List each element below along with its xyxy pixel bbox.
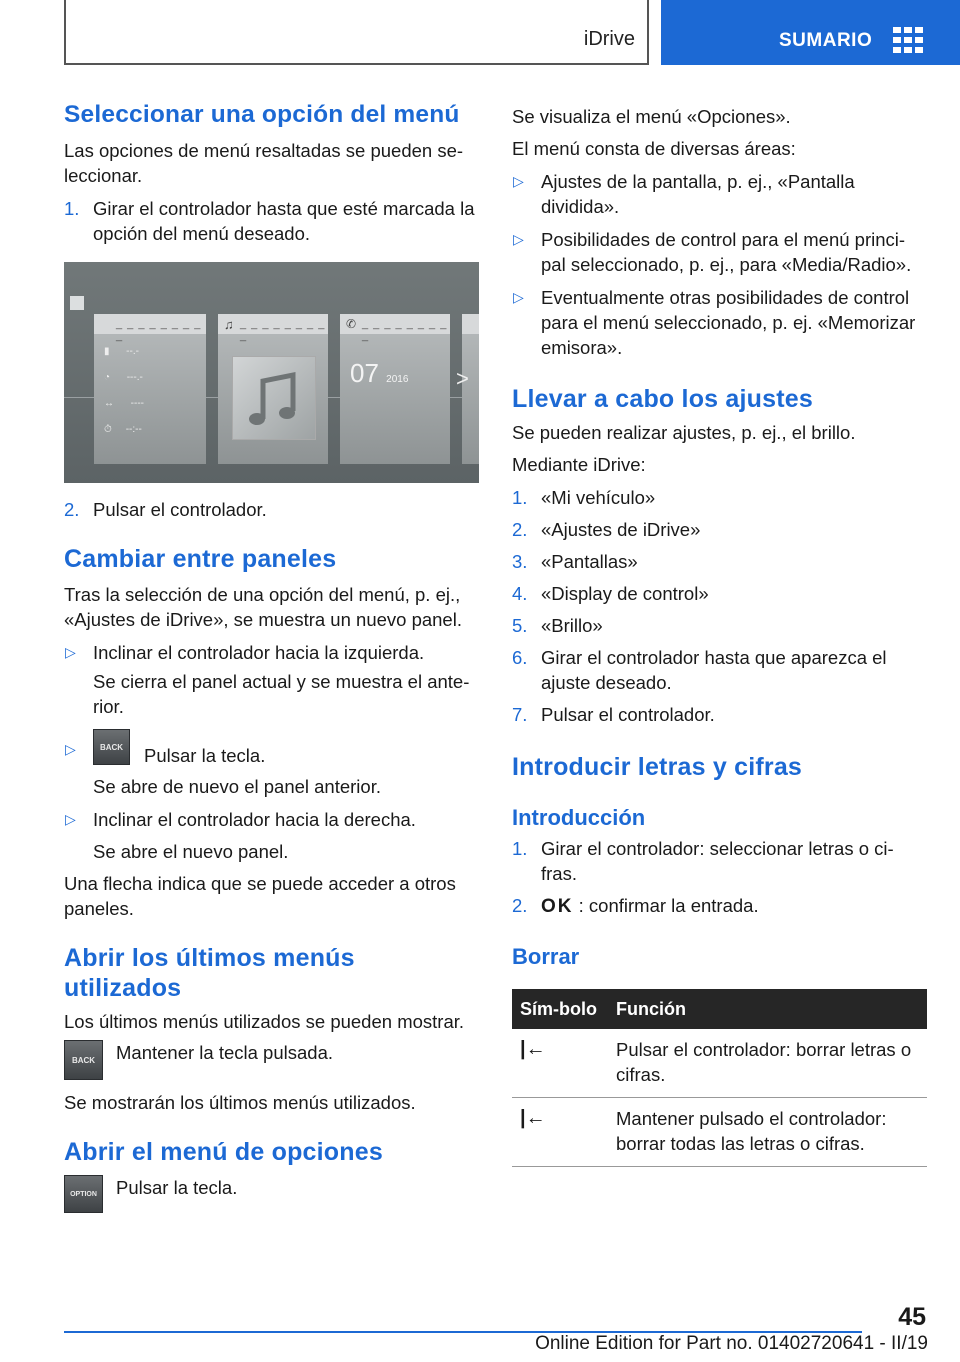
list-item: 7. Pulsar el controlador.	[512, 704, 715, 725]
table-row	[512, 1098, 927, 1167]
music-note-icon	[232, 356, 316, 440]
list-item: 6. Girar el controlador hasta que aparezca el ajuste deseado.	[512, 647, 887, 693]
subsection-title-delete: Borrar	[512, 944, 580, 969]
key-row: BACK Mantener la tecla pulsada.	[64, 1040, 479, 1080]
grid-icon	[893, 27, 923, 53]
chapter-title: iDrive	[583, 28, 635, 50]
list-item: 1. Girar el controlador: seleccionar letras o ci‐fras.	[512, 838, 894, 884]
step-text: Pulsar el controlador.	[93, 499, 267, 520]
section-title-options-menu: Abrir el menú de opciones	[64, 1138, 383, 1166]
ok-icon: OK	[541, 896, 574, 917]
subsection-title-intro: Introducción	[512, 805, 646, 830]
section-title-letters: Introducir letras y cifras	[512, 753, 803, 781]
footer-edition: Online Edition for Part no. 01402720641 - II/19	[535, 1333, 928, 1354]
paragraph: Una flecha indica que se puede acceder a otros paneles.	[64, 873, 456, 919]
list-item: 5. «Brillo»	[512, 615, 603, 636]
table-header-symbol: Sím‐bolo	[512, 989, 608, 1029]
table-cell: Pulsar el controlador: borrar letras o cifras.	[608, 1029, 927, 1098]
triangle-bullet-icon: ▷	[65, 741, 76, 757]
sumario-label: SUMARIO	[779, 30, 873, 51]
list-item: ▷ Inclinar el controlador hacia la izquierda.	[65, 642, 425, 663]
paragraph: Se visualiza el menú «Opciones».	[512, 106, 791, 127]
idrive-screen-image	[64, 262, 479, 483]
step-number: 2.	[64, 499, 80, 520]
triangle-bullet-icon: ▷	[513, 231, 524, 247]
paragraph: Se cierra el panel actual y se muestra el ante‐rior.	[93, 671, 470, 717]
panel-communication: ✆ _ _ _ _ _ _ _ _ _ 07 2016	[340, 314, 450, 464]
key-row: OPTION Pulsar la tecla.	[64, 1175, 479, 1213]
section-title-settings: Llevar a cabo los ajustes	[512, 385, 813, 413]
backspace-icon: |←	[512, 1029, 608, 1098]
table-cell: Mantener pulsado el controlador: borrar todas las letras o cifras.	[608, 1098, 927, 1167]
list-item: ▷ Inclinar el controlador hacia la derecha.	[65, 809, 416, 830]
list-item: ▷ Eventualmente otras posibilidades de control para el menú seleccionado, p. ej. «Memorizar emisora».	[513, 287, 916, 358]
triangle-bullet-icon: ▷	[65, 644, 76, 660]
list-item: 3. «Pantallas»	[512, 551, 638, 572]
table-header-function: Función	[608, 989, 927, 1029]
header-bar	[64, 0, 649, 65]
list-item: 1. «Mi vehículo»	[512, 487, 656, 508]
backspace-icon: |←	[512, 1098, 608, 1167]
option-key-icon: OPTION	[64, 1175, 103, 1213]
paragraph: Las opciones de menú resaltadas se pueden se‐leccionar.	[64, 140, 464, 186]
list-item: 2. OK : confirmar la entrada.	[512, 895, 759, 917]
section-title-switch-panels: Cambiar entre paneles	[64, 545, 337, 573]
screen-year: 2016	[386, 374, 409, 385]
list-item: ▷ Posibilidades de control para el menú princi‐pal seleccionado, p. ej., para «Media/Radio».	[513, 229, 912, 275]
right-column	[512, 104, 927, 1167]
paragraph: Se abre el nuevo panel.	[93, 841, 289, 862]
paragraph: Se abre de nuevo el panel anterior.	[93, 776, 381, 797]
list-item: ▷ BACK Pulsar la tecla.	[64, 729, 479, 768]
symbol-table	[512, 989, 927, 1167]
list-item	[64, 196, 479, 246]
left-column	[64, 100, 479, 1213]
section-title-select-option: Seleccionar una opción del menú	[64, 101, 460, 128]
paragraph: El menú consta de diversas áreas:	[512, 138, 796, 159]
step-text: Girar el controlador hasta que esté marcada la opción del menú deseado.	[93, 198, 475, 244]
paragraph: Tras la selección de una opción del menú, p. ej., «Ajustes de iDrive», se muestra un nuevo panel.	[64, 584, 462, 630]
paragraph: Mediante iDrive:	[512, 454, 646, 475]
back-key-icon: BACK	[64, 1040, 103, 1080]
sumario-button[interactable]	[661, 0, 960, 65]
paragraph: Se pueden realizar ajustes, p. ej., el brillo.	[512, 422, 856, 443]
triangle-bullet-icon: ▷	[65, 811, 76, 827]
list-item: ▷ Ajustes de la pantalla, p. ej., «Pantalla dividida».	[513, 171, 855, 217]
list-item: 4. «Display de control»	[512, 583, 709, 604]
panel-media: ♫ _ _ _ _ _ _ _ _ _	[218, 314, 328, 464]
panel-vehicle: _ _ _ _ _ _ _ _ _ ▮ --.- ◔ ---.- ↔ ---- ⏱ --:--	[94, 314, 206, 464]
settings-steps-list	[512, 485, 927, 727]
back-key-icon: BACK	[93, 729, 130, 765]
list-item: 2. «Ajustes de iDrive»	[512, 519, 701, 540]
menu-icon	[70, 296, 84, 310]
table-row	[512, 1029, 927, 1098]
screen-day: 07	[350, 358, 379, 388]
list-item	[64, 497, 479, 522]
triangle-bullet-icon: ▷	[513, 289, 524, 305]
step-number: 1.	[64, 198, 80, 219]
panel-partial: >	[462, 314, 479, 464]
section-title-recent-menus: Abrir los últimos menús utilizados	[64, 944, 355, 1002]
paragraph: Se mostrarán los últimos menús utilizados.	[64, 1092, 416, 1113]
page-number: 45	[898, 1303, 926, 1331]
triangle-bullet-icon: ▷	[513, 173, 524, 189]
paragraph: Los últimos menús utilizados se pueden mostrar.	[64, 1011, 465, 1032]
